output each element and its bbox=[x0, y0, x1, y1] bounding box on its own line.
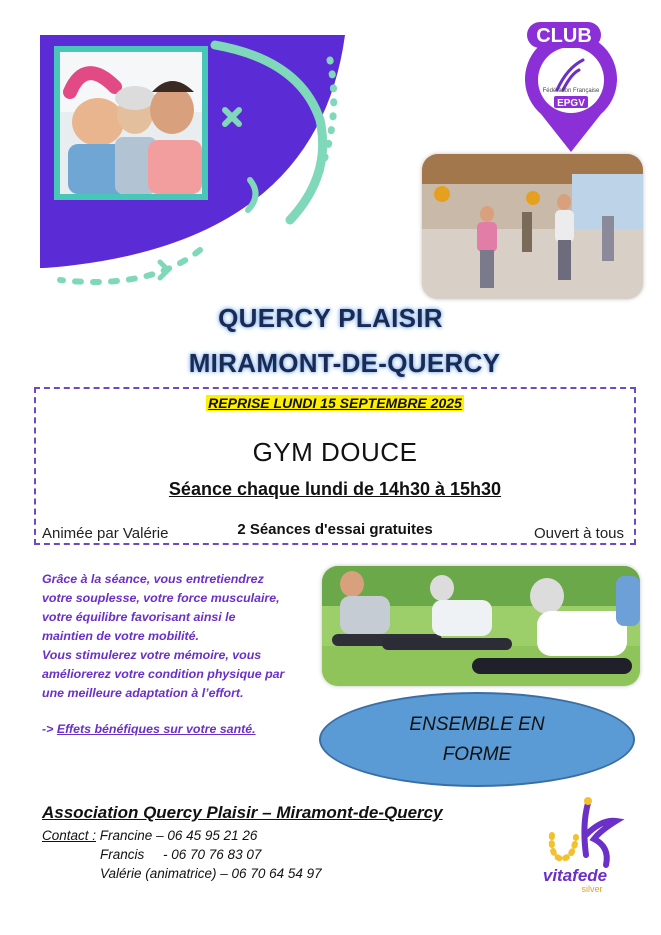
silver-text: silver bbox=[581, 884, 603, 894]
photo-women-exercising bbox=[60, 52, 202, 194]
oval-text: ENSEMBLE EN FORME bbox=[409, 713, 545, 765]
contact-francine: Francine – 06 45 95 21 26 bbox=[99, 828, 258, 843]
contact-francis: Francis - 06 70 76 83 07 bbox=[100, 847, 262, 862]
contact-valerie: Valérie (animatrice) – 06 70 64 54 97 bbox=[100, 866, 322, 881]
activity-title: GYM DOUCE bbox=[252, 437, 418, 467]
arrow-text: -> bbox=[42, 722, 54, 736]
association-name: Association Quercy Plaisir – Miramont-de-Quercy bbox=[42, 803, 443, 822]
description-line: votre souplesse, votre force musculaire, bbox=[42, 591, 280, 605]
animator-text: Animée par Valérie bbox=[42, 525, 169, 542]
description-line: une meilleure adaptation à l’effort. bbox=[42, 686, 244, 700]
schedule-text: Séance chaque lundi de 14h30 à 15h30 bbox=[168, 479, 502, 499]
reprise-date: REPRISE LUNDI 15 SEPTEMBRE 2025 bbox=[208, 395, 462, 411]
vitafede-text: vitafede bbox=[542, 866, 608, 885]
title-quercy-plaisir: QUERCY PLAISIR bbox=[218, 303, 443, 333]
vitafede-silver-logo bbox=[530, 795, 630, 895]
description-line: Grâce à la séance, vous entretiendrez bbox=[42, 572, 264, 586]
description-line: améliorerez votre condition physique par bbox=[42, 667, 285, 681]
description-text bbox=[42, 570, 314, 703]
federation-text: Fédération Française bbox=[542, 88, 600, 94]
club-epgv-logo bbox=[519, 16, 623, 156]
description-line: votre équilibre favorisant ainsi le bbox=[42, 610, 236, 624]
trial-sessions: 2 Séances d'essai gratuites bbox=[237, 521, 433, 538]
epgv-text: EPGV bbox=[557, 98, 585, 109]
description-line: maintien de votre mobilité. bbox=[42, 629, 199, 643]
club-badge-text: CLUB bbox=[536, 25, 592, 47]
benefits-line bbox=[42, 722, 256, 736]
open-to-all: Ouvert à tous bbox=[533, 525, 624, 542]
ensemble-en-forme-oval bbox=[319, 692, 635, 787]
contact-row-1 bbox=[42, 828, 257, 843]
info-frame bbox=[34, 387, 636, 545]
benefits-link: Effets bénéfiques sur votre santé. bbox=[56, 722, 256, 736]
description-line: Vous stimulerez votre mémoire, vous bbox=[42, 648, 262, 662]
photo-gym-hall bbox=[422, 154, 643, 299]
photo-seniors-stretching bbox=[322, 566, 640, 686]
contact-label: Contact : bbox=[42, 828, 97, 843]
title-miramont: MIRAMONT-DE-QUERCY bbox=[188, 348, 501, 378]
